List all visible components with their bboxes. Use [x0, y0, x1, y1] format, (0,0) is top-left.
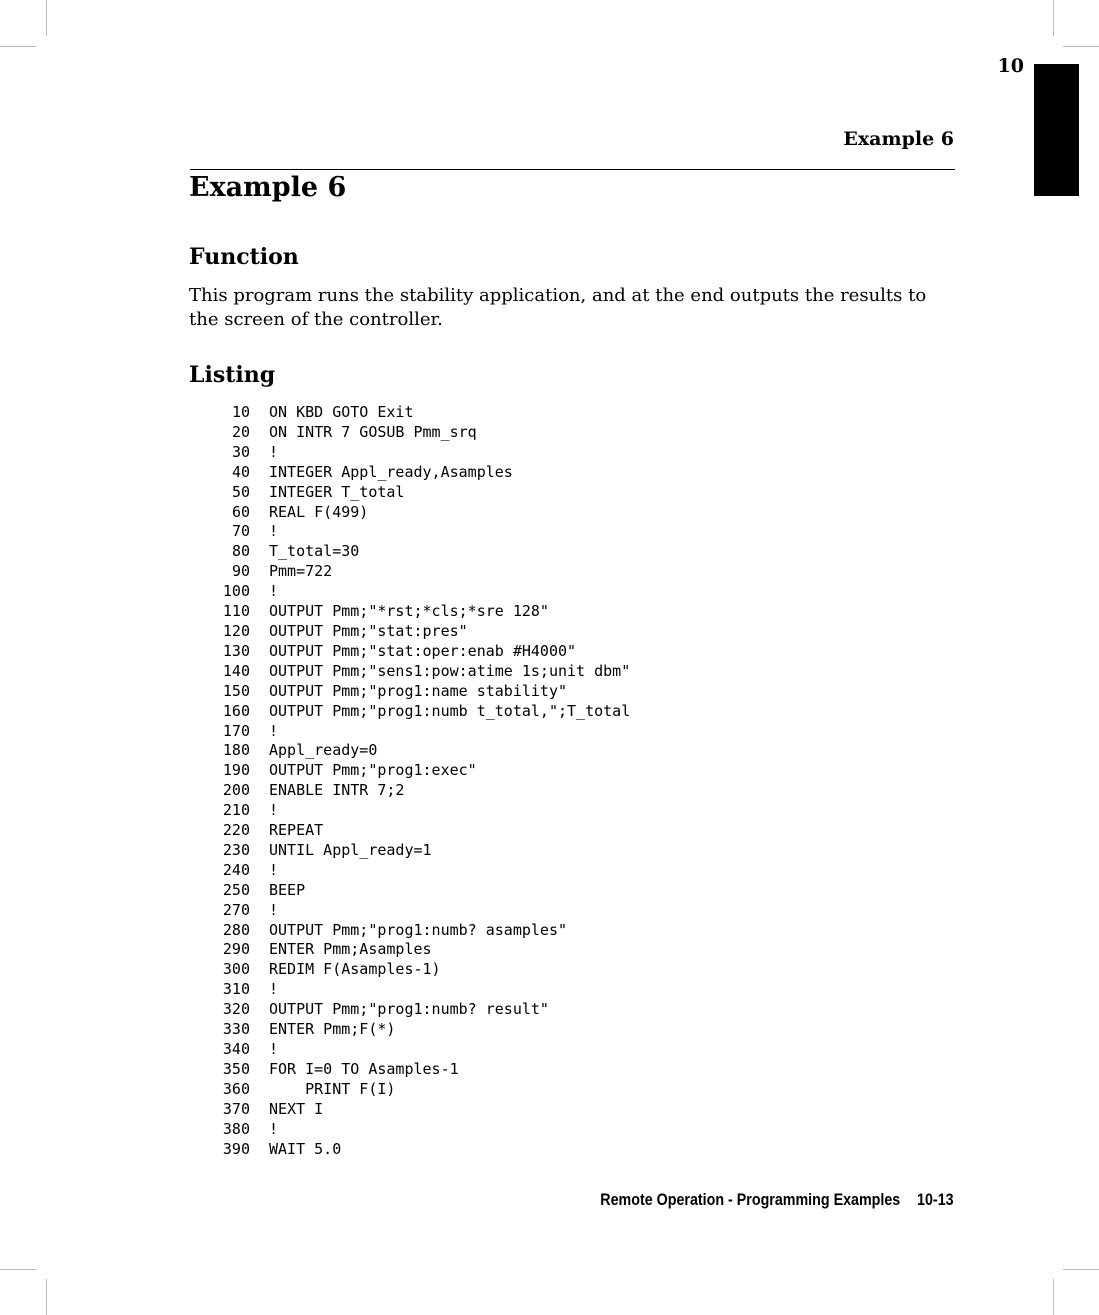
line-code: OUTPUT Pmm;"prog1:numb? asamples" — [269, 920, 568, 939]
line-number: 250 — [222, 880, 250, 899]
line-code: ! — [269, 1040, 279, 1058]
line-number: 30 — [231, 442, 250, 461]
line-number: 330 — [222, 1020, 250, 1039]
line-code: UNTIL Appl_ready=1 — [269, 840, 432, 859]
line-number: 380 — [222, 1119, 250, 1138]
code-line — [200, 503, 630, 523]
footer-page-number: 10-13 — [917, 1190, 954, 1209]
line-code: ENTER Pmm;Asamples — [269, 940, 432, 959]
code-line — [200, 662, 630, 682]
code-listing — [200, 403, 630, 1159]
chapter-number: 10 — [997, 55, 1024, 77]
page-title: Example 6 — [189, 172, 347, 203]
function-description: This program runs the stability application, and at the end outputs the results to the screen of the controller. — [189, 285, 927, 330]
chapter-tab — [1034, 64, 1079, 196]
line-number: 270 — [222, 900, 250, 919]
line-code: REAL F(499) — [269, 502, 369, 521]
function-heading: Function — [189, 244, 299, 270]
line-code: ! — [269, 980, 279, 999]
line-number: 90 — [231, 562, 250, 581]
code-line — [200, 722, 630, 742]
line-code: ! — [269, 860, 279, 879]
line-number: 210 — [222, 801, 250, 820]
code-line — [200, 921, 630, 941]
crop-mark — [0, 46, 36, 47]
line-code: FOR I=0 TO Asamples-1 — [269, 1059, 459, 1078]
code-line — [200, 1100, 630, 1120]
code-line — [200, 1120, 630, 1140]
code-line — [200, 1040, 630, 1060]
crop-mark — [1053, 1279, 1054, 1315]
line-number: 70 — [231, 522, 250, 541]
line-code: T_total=30 — [269, 542, 360, 561]
crop-mark — [1053, 0, 1054, 36]
line-number: 320 — [222, 1000, 250, 1019]
code-line — [200, 1080, 630, 1100]
code-line — [200, 1020, 630, 1040]
line-code: OUTPUT Pmm;"prog1:name stability" — [269, 681, 568, 700]
line-code: ENABLE INTR 7;2 — [269, 781, 405, 800]
code-line — [200, 881, 630, 901]
line-number: 390 — [222, 1139, 250, 1158]
code-line — [200, 463, 630, 483]
line-code: OUTPUT Pmm;"prog1:exec" — [269, 761, 477, 780]
code-line — [200, 602, 630, 622]
line-code: OUTPUT Pmm;"*rst;*cls;*sre 128" — [269, 602, 549, 621]
line-number: 60 — [231, 502, 250, 521]
line-number: 230 — [222, 840, 250, 859]
code-line — [200, 741, 630, 761]
page-footer — [601, 1190, 954, 1210]
line-number: 190 — [222, 761, 250, 780]
line-number: 110 — [222, 602, 250, 621]
header-rule — [190, 169, 955, 170]
code-line — [200, 443, 630, 463]
line-code: REPEAT — [269, 821, 324, 840]
line-code: OUTPUT Pmm;"sens1:pow:atime 1s;unit dbm" — [269, 661, 631, 680]
line-number: 340 — [222, 1040, 250, 1058]
line-code: ! — [269, 801, 279, 820]
line-code: BEEP — [269, 880, 306, 899]
footer-section-title: Remote Operation - Programming Examples — [600, 1190, 901, 1209]
line-code: INTEGER T_total — [269, 482, 405, 501]
line-code: REDIM F(Asamples-1) — [269, 960, 441, 979]
line-code: OUTPUT Pmm;"stat:pres" — [269, 621, 468, 640]
line-number: 170 — [222, 721, 250, 740]
line-code: Appl_ready=0 — [269, 741, 378, 760]
crop-mark — [1063, 46, 1099, 47]
line-number: 80 — [231, 542, 250, 561]
line-number: 100 — [222, 582, 250, 601]
line-number: 220 — [222, 821, 250, 840]
code-line — [200, 761, 630, 781]
line-number: 120 — [222, 621, 250, 640]
line-code: ! — [269, 721, 279, 740]
code-line — [200, 960, 630, 980]
code-line — [200, 702, 630, 722]
listing-heading: Listing — [189, 362, 276, 388]
running-head: Example 6 — [843, 128, 954, 150]
code-line — [200, 801, 630, 821]
code-line — [200, 642, 630, 662]
code-line — [200, 403, 630, 423]
line-code: ! — [269, 1119, 279, 1138]
line-number: 20 — [231, 422, 250, 441]
line-number: 370 — [222, 1099, 250, 1118]
code-line — [200, 622, 630, 642]
crop-mark — [46, 1279, 47, 1315]
line-number: 150 — [222, 681, 250, 700]
code-line — [200, 562, 630, 582]
line-number: 240 — [222, 860, 250, 879]
line-number: 350 — [222, 1059, 250, 1078]
line-number: 10 — [231, 403, 250, 421]
code-line — [200, 901, 630, 921]
line-number: 140 — [222, 661, 250, 680]
line-number: 360 — [222, 1079, 250, 1098]
line-code: OUTPUT Pmm;"prog1:numb? result" — [269, 1000, 549, 1019]
code-line — [200, 483, 630, 503]
line-number: 310 — [222, 980, 250, 999]
line-number: 200 — [222, 781, 250, 800]
line-number: 290 — [222, 940, 250, 959]
line-code: ENTER Pmm;F(*) — [269, 1020, 396, 1039]
line-code: PRINT F(I) — [269, 1079, 396, 1098]
line-number: 280 — [222, 920, 250, 939]
line-code: ON INTR 7 GOSUB Pmm_srq — [269, 422, 477, 441]
line-number: 40 — [231, 462, 250, 481]
line-code: OUTPUT Pmm;"stat:oper:enab #H4000" — [269, 641, 577, 660]
code-line — [200, 522, 630, 542]
code-line — [200, 861, 630, 881]
code-line — [200, 1060, 630, 1080]
line-code: ! — [269, 582, 279, 601]
line-code: ! — [269, 900, 279, 919]
line-number: 50 — [231, 482, 250, 501]
code-line — [200, 980, 630, 1000]
crop-mark — [1063, 1269, 1099, 1270]
line-code: ON KBD GOTO Exit — [269, 403, 414, 421]
crop-mark — [46, 0, 47, 36]
line-code: NEXT I — [269, 1099, 324, 1118]
code-line — [200, 582, 630, 602]
line-code: INTEGER Appl_ready,Asamples — [269, 462, 513, 481]
code-line — [200, 542, 630, 562]
line-number: 160 — [222, 701, 250, 720]
code-line — [200, 940, 630, 960]
code-line — [200, 423, 630, 443]
line-code: OUTPUT Pmm;"prog1:numb t_total,";T_total — [269, 701, 631, 720]
line-number: 130 — [222, 641, 250, 660]
code-line — [200, 1000, 630, 1020]
code-line — [200, 682, 630, 702]
line-code: WAIT 5.0 — [269, 1139, 342, 1158]
crop-mark — [0, 1269, 36, 1270]
code-line — [200, 821, 630, 841]
line-code: ! — [269, 442, 279, 461]
code-line — [200, 781, 630, 801]
line-code: Pmm=722 — [269, 562, 333, 581]
line-code: ! — [269, 522, 279, 541]
code-line — [200, 841, 630, 861]
line-number: 300 — [222, 960, 250, 979]
line-number: 180 — [222, 741, 250, 760]
code-line — [200, 1140, 630, 1160]
